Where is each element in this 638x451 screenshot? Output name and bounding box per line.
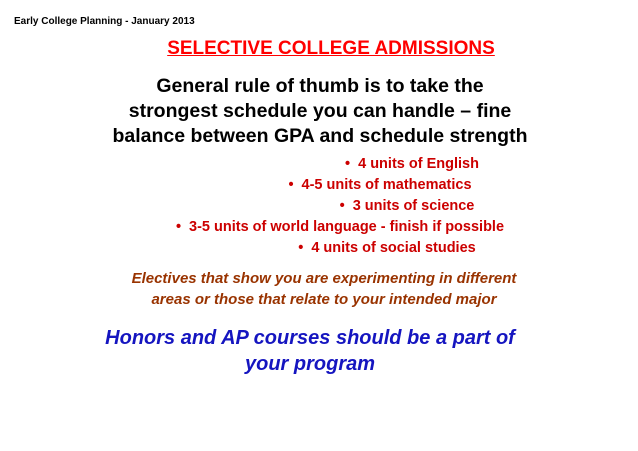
page-title: SELECTIVE COLLEGE ADMISSIONS (167, 38, 495, 59)
list-item-text: 3-5 units of world language - finish if possible (189, 219, 505, 235)
list-item-text: 4-5 units of mathematics (301, 177, 472, 193)
list-item-text: 4 units of English (358, 156, 479, 172)
document-header: Early College Planning - January 2013 (14, 16, 195, 27)
list-item (0, 154, 638, 175)
honors-line: Honors and AP courses should be a part of (105, 327, 515, 349)
bullet-icon: • (345, 156, 351, 172)
bullet-icon: • (298, 240, 304, 256)
bullet-icon: • (288, 177, 294, 193)
list-item (0, 217, 638, 238)
rule-line: strongest schedule you can handle – fine (128, 100, 512, 122)
bullet-icon: • (175, 219, 182, 235)
electives-note (62, 268, 586, 310)
list-item-text: 3 units of science (352, 198, 475, 214)
list-item-text: 4 units of social studies (311, 240, 476, 256)
rule-line: balance between GPA and schedule strength (112, 125, 528, 147)
electives-line: areas or those that relate to your intended major (151, 291, 497, 308)
electives-line: Electives that show you are experimenting in different (131, 270, 517, 287)
rule-of-thumb (50, 74, 590, 149)
rule-line: General rule of thumb is to take the (156, 75, 484, 97)
honors-note (40, 325, 580, 377)
list-item (0, 175, 638, 196)
honors-line: your program (244, 353, 376, 375)
list-item (0, 238, 638, 259)
list-item (0, 196, 638, 217)
requirements-list (0, 154, 638, 259)
bullet-icon: • (339, 198, 345, 214)
